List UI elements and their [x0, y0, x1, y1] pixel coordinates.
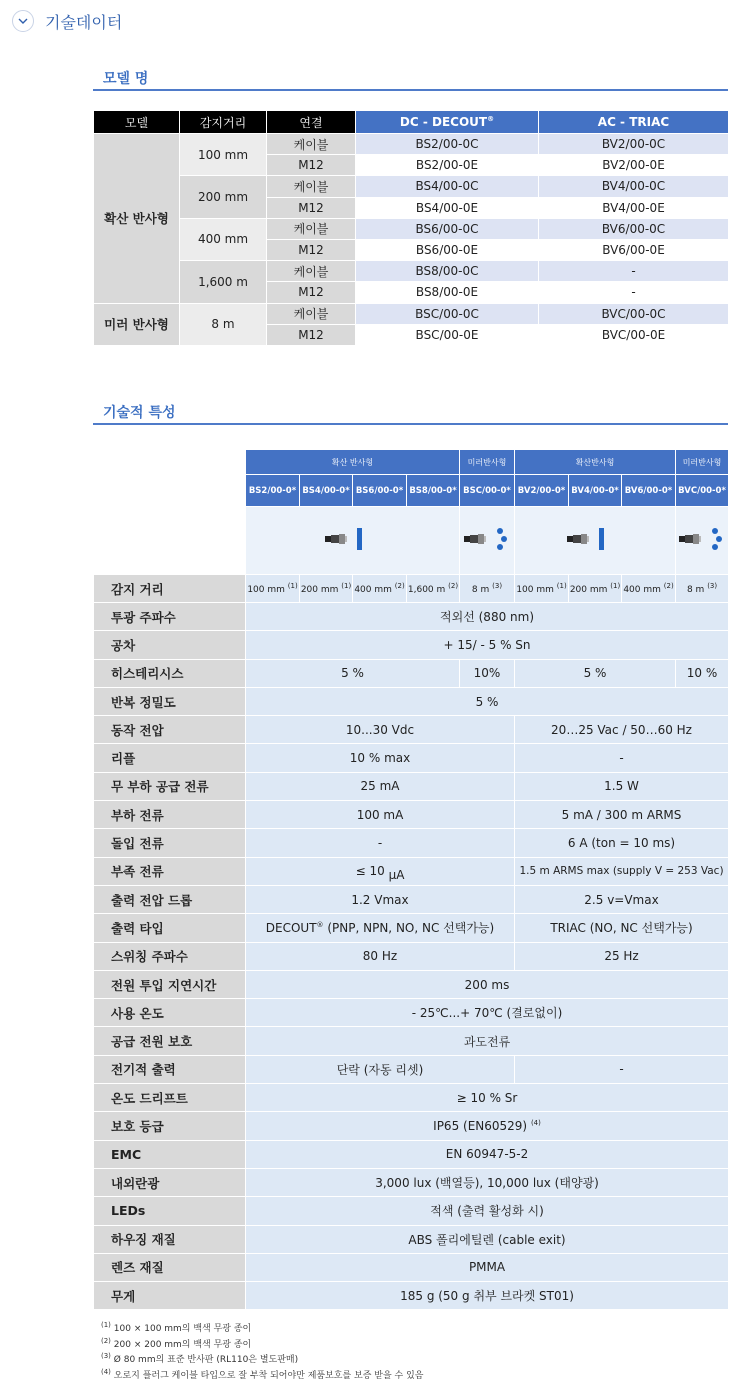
- header-model: 모델: [94, 111, 180, 134]
- footnote: $^{(3)}$ Ø 80 mm의 표준 반사판 (RL110은 별도판매): [101, 1352, 299, 1365]
- row-label: 공급 전원 보호: [94, 1027, 246, 1055]
- conn-m12: M12: [267, 324, 356, 345]
- model-head: BSC/00-0*: [460, 475, 515, 507]
- ac-model: BV6/00-0C: [539, 218, 729, 239]
- row-label: 전원 투입 지연시간: [94, 970, 246, 998]
- spec-value: 10 % max: [246, 744, 515, 772]
- distance-value: 200 mm $^{(1)}$: [569, 575, 622, 603]
- diffuse-sensor-image: [515, 507, 676, 575]
- row-label: 반복 정밀도: [94, 687, 246, 715]
- spec-value: -: [515, 744, 729, 772]
- row-label: 동작 전압: [94, 716, 246, 744]
- ac-model: BV2/00-0E: [539, 155, 729, 176]
- row-label: 스위칭 주파수: [94, 942, 246, 970]
- dc-model: BS8/00-0C: [356, 261, 539, 282]
- spec-value: 5 %: [515, 659, 676, 687]
- spec-value: ABS 폴리에틸렌 (cable exit): [246, 1225, 729, 1253]
- spec-value: + 15/ - 5 % Sn: [246, 631, 729, 659]
- distance-value: 8 m $^{(3)}$: [460, 575, 515, 603]
- header-dc: DC - DECOUT®: [356, 111, 539, 134]
- distance-value: 200 mm $^{(1)}$: [300, 575, 353, 603]
- spec-value: 3,000 lux (백열등), 10,000 lux (태양광): [246, 1168, 729, 1196]
- diffuse-sensor-image: [246, 507, 460, 575]
- row-label: 돌입 전류: [94, 829, 246, 857]
- row-label: 내외란광: [94, 1168, 246, 1196]
- spec-value: 적외선 (880 nm): [246, 603, 729, 631]
- row-label: 출력 타입: [94, 914, 246, 942]
- ac-model: BV4/00-0E: [539, 197, 729, 218]
- conn-cable: 케이블: [267, 176, 356, 197]
- spec-value: 80 Hz: [246, 942, 515, 970]
- model-head: BS4/00-0*: [300, 475, 353, 507]
- distance-cell: 200 mm: [180, 176, 267, 218]
- group-ac-mirror: 미러반사형: [676, 450, 729, 475]
- spec-value: 20…25 Vac / 50…60 Hz: [515, 716, 729, 744]
- row-label: 공차: [94, 631, 246, 659]
- distance-cell: 400 mm: [180, 218, 267, 260]
- row-label: 출력 전압 드롭: [94, 885, 246, 913]
- tech-section-title: 기술적 특성: [103, 405, 176, 421]
- spec-value: 100 mA: [246, 801, 515, 829]
- model-section-divider: [93, 89, 728, 91]
- row-label: 렌즈 재질: [94, 1253, 246, 1281]
- blank-cell: [94, 507, 246, 575]
- row-label: 사용 온도: [94, 999, 246, 1027]
- spec-value: 5 %: [246, 687, 729, 715]
- type-diffuse: 확산 반사형: [94, 134, 180, 304]
- dc-model: BS2/00-0E: [356, 155, 539, 176]
- ac-model: BV2/00-0C: [539, 134, 729, 155]
- tech-section-divider: [93, 423, 728, 425]
- distance-value: 8 m $^{(3)}$: [676, 575, 729, 603]
- diffuse-sensor-icon: [565, 527, 625, 551]
- blank-cell: [94, 475, 246, 507]
- conn-m12: M12: [267, 155, 356, 176]
- model-head: BS6/00-0*: [353, 475, 407, 507]
- dc-model: BS4/00-0C: [356, 176, 539, 197]
- footnote: $^{(1)}$ 100 × 100 mm의 백색 무광 종이: [101, 1321, 252, 1334]
- model-head: BS2/00-0*: [246, 475, 300, 507]
- footnotes: [101, 1320, 423, 1379]
- spec-table: [93, 449, 729, 1310]
- conn-cable: 케이블: [267, 218, 356, 239]
- ac-model: BV6/00-0E: [539, 239, 729, 260]
- spec-value: DECOUT® (PNP, NPN, NO, NC 선택가능): [246, 914, 515, 942]
- row-label: LEDs: [94, 1197, 246, 1225]
- model-section-title: 모델 명: [103, 71, 149, 87]
- distance-cell: 1,600 m: [180, 261, 267, 303]
- row-label: 리플: [94, 744, 246, 772]
- dc-model: BSC/00-0C: [356, 303, 539, 324]
- row-label: 온도 드리프트: [94, 1084, 246, 1112]
- footnote: $^{(4)}$ 오로지 플러그 케이블 타입으로 잘 부착 되어야만 제품보호를 보증 받을 수 있음: [101, 1367, 424, 1379]
- conn-cable: 케이블: [267, 134, 356, 155]
- conn-m12: M12: [267, 197, 356, 218]
- header-distance: 감지거리: [180, 111, 267, 134]
- spec-value: 과도전류: [246, 1027, 729, 1055]
- distance-value: 400 mm $^{(2)}$: [622, 575, 676, 603]
- row-label: 히스테리시스: [94, 659, 246, 687]
- spec-value: 10 %: [676, 659, 729, 687]
- ac-model: BVC/00-0E: [539, 324, 729, 345]
- row-label: 부족 전류: [94, 857, 246, 885]
- model-head: BS8/00-0*: [407, 475, 460, 507]
- model-table: [93, 110, 729, 346]
- model-head: BV6/00-0*: [622, 475, 676, 507]
- spec-value: 1.5 m ARMS max (supply V = 253 Vac): [515, 857, 729, 885]
- model-head: BV2/00-0*: [515, 475, 569, 507]
- distance-cell: 100 mm: [180, 134, 267, 176]
- spec-value: 5 %: [246, 659, 460, 687]
- row-label: 부하 전류: [94, 801, 246, 829]
- diffuse-sensor-icon: [323, 527, 383, 551]
- spec-value: -: [515, 1055, 729, 1083]
- dc-model: BS6/00-0C: [356, 218, 539, 239]
- spec-value: EN 60947-5-2: [246, 1140, 729, 1168]
- spec-value: 6 A (ton = 10 ms): [515, 829, 729, 857]
- spec-value: TRIAC (NO, NC 선택가능): [515, 914, 729, 942]
- dc-model: BS8/00-0E: [356, 282, 539, 303]
- blank-cell: [94, 450, 246, 475]
- mirror-sensor-icon: [462, 526, 512, 552]
- spec-value: IP65 (EN60529) $^{(4)}$: [246, 1112, 729, 1140]
- distance-cell: 8 m: [180, 303, 267, 345]
- spec-value: - 25℃...+ 70℃ (결로없이): [246, 999, 729, 1027]
- spec-value: ≤ 10 µA: [246, 857, 515, 885]
- conn-cable: 케이블: [267, 261, 356, 282]
- conn-cable: 케이블: [267, 303, 356, 324]
- spec-value: 25 mA: [246, 772, 515, 800]
- spec-value: ≥ 10 % Sr: [246, 1084, 729, 1112]
- model-head: BVC/00-0*: [676, 475, 729, 507]
- spec-value: 10...30 Vdc: [246, 716, 515, 744]
- distance-value: 400 mm $^{(2)}$: [353, 575, 407, 603]
- distance-value: 100 mm $^{(1)}$: [246, 575, 300, 603]
- spec-value: 적색 (출력 활성화 시): [246, 1197, 729, 1225]
- header-ac: AC - TRIAC: [539, 111, 729, 134]
- spec-value: 단락 (자동 리셋): [246, 1055, 515, 1083]
- row-label: 하우징 재질: [94, 1225, 246, 1253]
- conn-m12: M12: [267, 282, 356, 303]
- spec-value: 10%: [460, 659, 515, 687]
- spec-value: 200 ms: [246, 970, 729, 998]
- mirror-sensor-image: [676, 507, 729, 575]
- type-mirror: 미러 반사형: [94, 303, 180, 345]
- distance-value: 1,600 m $^{(2)}$: [407, 575, 460, 603]
- group-dc-diffuse: 확산 반사형: [246, 450, 460, 475]
- mirror-sensor-icon: [677, 526, 727, 552]
- spec-value: 25 Hz: [515, 942, 729, 970]
- group-dc-mirror: 미러반사형: [460, 450, 515, 475]
- spec-value: 2.5 v=Vmax: [515, 885, 729, 913]
- row-label: 보호 등급: [94, 1112, 246, 1140]
- section-header[interactable]: [12, 8, 122, 34]
- spec-value: 1.5 W: [515, 772, 729, 800]
- row-label: 감지 거리: [94, 575, 246, 603]
- row-label: 전기적 출력: [94, 1055, 246, 1083]
- footnote: $^{(2)}$ 200 × 200 mm의 백색 무광 종이: [101, 1336, 252, 1350]
- spec-value: 185 g (50 g 취부 브라켓 ST01): [246, 1282, 729, 1310]
- spec-value: PMMA: [246, 1253, 729, 1281]
- row-label: 투광 주파수: [94, 603, 246, 631]
- ac-model: BV4/00-0C: [539, 176, 729, 197]
- row-label: 무게: [94, 1282, 246, 1310]
- ac-model: -: [539, 261, 729, 282]
- dc-model: BS2/00-0C: [356, 134, 539, 155]
- header-title: 기술데이터: [45, 12, 123, 32]
- spec-value: 1.2 Vmax: [246, 885, 515, 913]
- dc-model: BS6/00-0E: [356, 239, 539, 260]
- spec-value: 5 mA / 300 m ARMS: [515, 801, 729, 829]
- chevron-down-icon[interactable]: [12, 10, 34, 32]
- ac-model: BVC/00-0C: [539, 303, 729, 324]
- distance-value: 100 mm $^{(1)}$: [515, 575, 569, 603]
- group-ac-diffuse: 확산반사형: [515, 450, 676, 475]
- header-connection: 연결: [267, 111, 356, 134]
- dc-model: BSC/00-0E: [356, 324, 539, 345]
- row-label: 무 부하 공급 전류: [94, 772, 246, 800]
- row-label: EMC: [94, 1140, 246, 1168]
- mirror-sensor-image: [460, 507, 515, 575]
- ac-model: -: [539, 282, 729, 303]
- dc-model: BS4/00-0E: [356, 197, 539, 218]
- model-head: BV4/00-0*: [569, 475, 622, 507]
- conn-m12: M12: [267, 239, 356, 260]
- spec-value: -: [246, 829, 515, 857]
